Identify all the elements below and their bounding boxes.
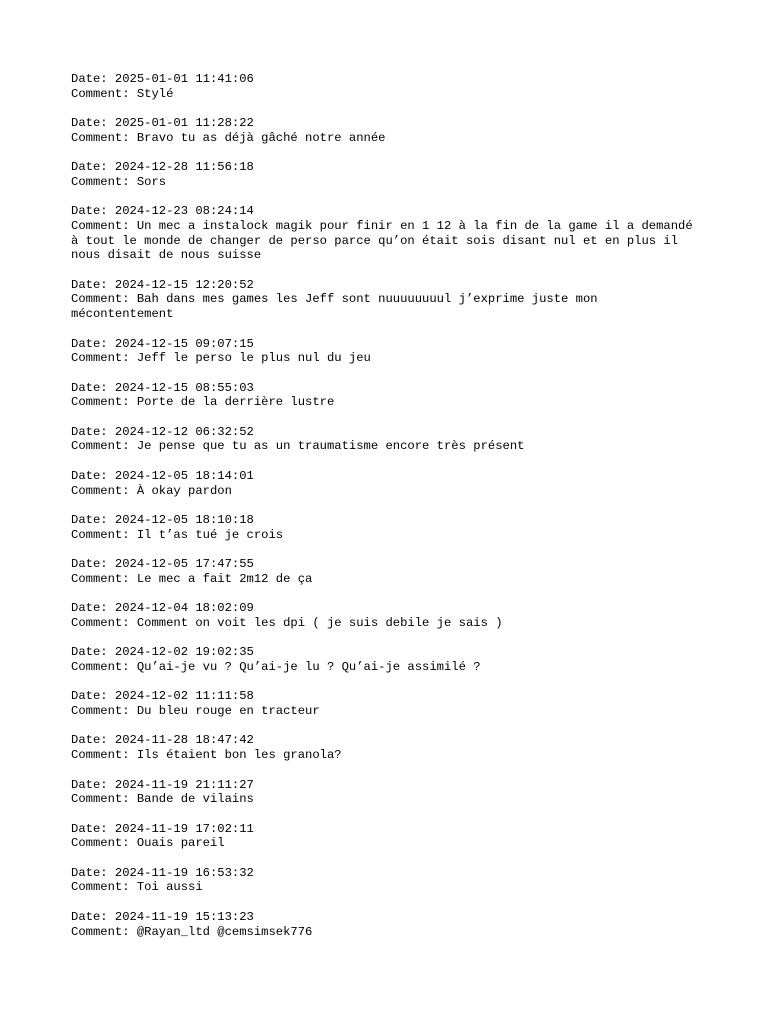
comment-date: Date: 2024-11-19 15:13:23 <box>71 909 254 924</box>
comment-date: Date: 2024-12-15 08:55:03 <box>71 380 254 395</box>
comment-text: Comment: Sors <box>71 174 167 189</box>
comment-date: Date: 2024-11-19 17:02:11 <box>71 821 254 836</box>
comment-text: Comment: Ils étaient bon les granola? <box>71 748 342 763</box>
comment-date: Date: 2024-12-04 18:02:09 <box>71 601 254 616</box>
comment-entry <box>71 425 701 454</box>
comment-text: Comment: Stylé <box>71 86 174 101</box>
comment-entry <box>71 689 701 718</box>
comment-entry <box>71 645 701 674</box>
comment-entry <box>71 469 701 498</box>
comment-entry <box>71 72 701 101</box>
comment-entry <box>71 513 701 542</box>
comment-date: Date: 2024-12-05 18:10:18 <box>71 512 254 527</box>
comment-entry <box>71 204 701 263</box>
comment-date: Date: 2024-12-15 12:20:52 <box>71 277 254 292</box>
comment-text: Comment: Je pense que tu as un traumatisme encore très présent <box>71 439 525 454</box>
comment-entry <box>71 278 701 322</box>
comment-text: Comment: Toi aussi <box>71 880 203 895</box>
comment-text: Comment: Porte de la derrière lustre <box>71 395 335 410</box>
comment-entry <box>71 557 701 586</box>
comment-text: Comment: Ouais pareil <box>71 836 225 851</box>
comment-entry <box>71 381 701 410</box>
comment-text: Comment: À okay pardon <box>71 483 232 498</box>
comment-entry <box>71 116 701 145</box>
comment-log <box>71 72 701 954</box>
comment-date: Date: 2024-12-12 06:32:52 <box>71 424 254 439</box>
comment-date: Date: 2024-12-23 08:24:14 <box>71 204 254 219</box>
comment-text: Comment: Comment on voit les dpi ( je suis debile je sais ) <box>71 615 503 630</box>
comment-entry <box>71 910 701 939</box>
comment-text: Comment: Le mec a fait 2m12 de ça <box>71 571 313 586</box>
comment-date: Date: 2024-12-05 18:14:01 <box>71 468 254 483</box>
comment-date: Date: 2024-12-02 19:02:35 <box>71 645 254 660</box>
comment-date: Date: 2024-11-19 16:53:32 <box>71 865 254 880</box>
comment-date: Date: 2024-12-15 09:07:15 <box>71 336 254 351</box>
comment-date: Date: 2024-12-05 17:47:55 <box>71 557 254 572</box>
comment-entry <box>71 866 701 895</box>
comment-date: Date: 2024-11-28 18:47:42 <box>71 733 254 748</box>
comment-entry <box>71 778 701 807</box>
comment-date: Date: 2025-01-01 11:28:22 <box>71 116 254 131</box>
comment-entry <box>71 160 701 189</box>
comment-text: Comment: Bande de vilains <box>71 792 254 807</box>
comment-date: Date: 2024-12-28 11:56:18 <box>71 160 254 175</box>
comment-entry <box>71 822 701 851</box>
comment-date: Date: 2024-12-02 11:11:58 <box>71 689 254 704</box>
comment-date: Date: 2024-11-19 21:11:27 <box>71 777 254 792</box>
comment-text: Comment: Il t’as tué je crois <box>71 527 284 542</box>
comment-entry <box>71 601 701 630</box>
comment-text: Comment: Du bleu rouge en tracteur <box>71 704 320 719</box>
comment-text: Comment: Un mec a instalock magik pour finir en 1 12 à la fin de la game il a demandé à tout le monde de changer de perso parce qu’on était sois disant nul et en plus il nous disait de nous suisse <box>71 218 700 263</box>
comment-text: Comment: Bravo tu as déjà gâché notre année <box>71 130 386 145</box>
comment-text: Comment: @Rayan_ltd @cemsimsek776 <box>71 924 313 939</box>
comment-text: Comment: Bah dans mes games les Jeff sont nuuuuuuuul j’exprime juste mon mécontentement <box>71 292 605 322</box>
comment-date: Date: 2025-01-01 11:41:06 <box>71 72 254 86</box>
comment-entry <box>71 733 701 762</box>
comment-entry <box>71 337 701 366</box>
comment-text: Comment: Jeff le perso le plus nul du jeu <box>71 351 371 366</box>
comment-text: Comment: Qu’ai-je vu ? Qu’ai-je lu ? Qu’ai-je assimilé ? <box>71 659 481 674</box>
